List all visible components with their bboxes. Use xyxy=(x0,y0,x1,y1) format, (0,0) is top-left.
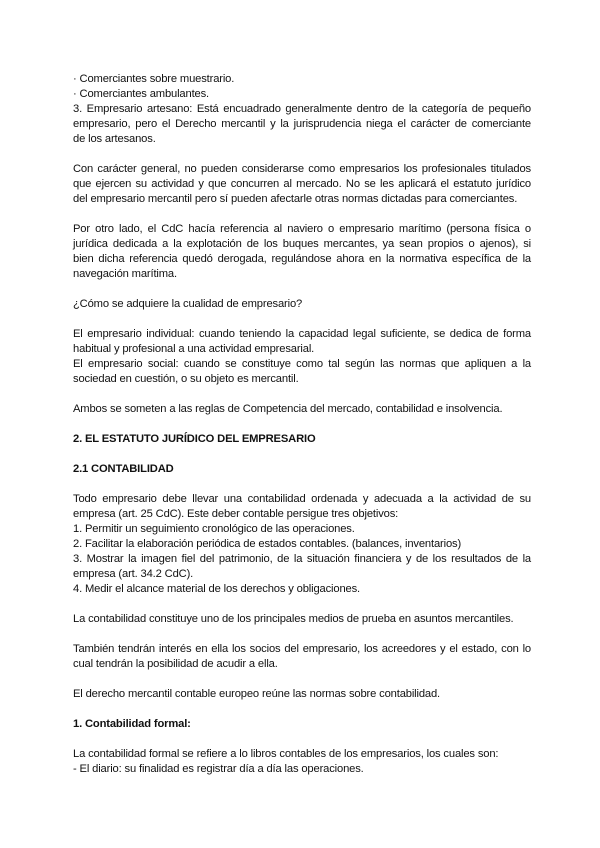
text-line: Por otro lado, el CdC hacía referencia al naviero o empresario marítimo (persona física o xyxy=(73,223,531,235)
text-line: - El diario: su finalidad es registrar día a día las operaciones. xyxy=(73,763,364,775)
paragraph-naviero xyxy=(73,222,531,282)
text-line: El derecho mercantil contable europeo reúne las normas sobre contabilidad. xyxy=(73,688,441,700)
subsection-heading: 2.1 CONTABILIDAD xyxy=(73,463,174,475)
paragraph-profesionales xyxy=(73,162,531,207)
text-line: empresario, pero el Derecho mercantil y la jurisprudencia niega el carácter de comerciante xyxy=(73,118,531,130)
text-line: El empresario social: cuando se constituye como tal según las normas que apliquen a la xyxy=(73,358,531,370)
text-line: Todo empresario debe llevar una contabilidad ordenada y adecuada a la actividad de su xyxy=(73,493,531,505)
section-heading: 2. EL ESTATUTO JURÍDICO DEL EMPRESARIO xyxy=(73,433,316,445)
text-line: habitual y profesional a una actividad empresarial. xyxy=(73,343,315,355)
text-line: Con carácter general, no pueden considerarse como empresarios los profesionales titulados xyxy=(73,163,531,175)
paragraph-ambos xyxy=(73,402,531,417)
text-line: 4. Medir el alcance material de los derechos y obligaciones. xyxy=(73,583,361,595)
text-line: 3. Empresario artesano: Está encuadrado generalmente dentro de la categoría de pequeño xyxy=(73,103,531,115)
text-line: que ejercen su actividad y que concurren al mercado. No se les aplicará el estatuto jurídico xyxy=(73,178,531,190)
text-line: del empresario mercantil pero sí pueden afectarle otras normas dictadas para comerciantes. xyxy=(73,193,518,205)
text-line: jurídica dedicada a la explotación de los buques mercantes, ya sean propios o ajenos), si xyxy=(73,238,531,250)
text-line: ¿Cómo se adquiere la cualidad de empresario? xyxy=(73,298,303,310)
text-line: · Comerciantes sobre muestrario. xyxy=(73,73,235,85)
subheading-contabilidad-formal: 1. Contabilidad formal: xyxy=(73,718,191,730)
text-line: 1. Permitir un seguimiento cronológico de las operaciones. xyxy=(73,523,355,535)
text-line: El empresario individual: cuando teniendo la capacidad legal suficiente, se dedica de forma xyxy=(73,328,531,340)
text-line: bien dicha referencia quedó derogada, regulándose ahora en la normativa específica de la xyxy=(73,253,531,265)
paragraph-contabilidad xyxy=(73,492,531,597)
text-line: 3. Mostrar la imagen fiel del patrimonio, de la situación financiera y de los resultados de la xyxy=(73,553,531,565)
paragraph-europeo xyxy=(73,687,531,702)
text-line: · Comerciantes ambulantes. xyxy=(73,88,210,100)
paragraph-adquisicion xyxy=(73,327,531,387)
text-line: de los artesanos. xyxy=(73,133,156,145)
text-line: sociedad en cuestión, o su objeto es mercantil. xyxy=(73,373,299,385)
text-line: La contabilidad formal se refiere a lo libros contables de los empresarios, los cuales son: xyxy=(73,748,499,760)
paragraph-interes xyxy=(73,642,531,672)
paragraph-comerciantes xyxy=(73,72,531,147)
text-line: empresa (art. 25 CdC). Este deber contable persigue tres objetivos: xyxy=(73,508,399,520)
text-line: También tendrán interés en ella los socios del empresario, los acreedores y el estado, con lo xyxy=(73,643,531,655)
document-page xyxy=(73,72,531,792)
text-line: La contabilidad constituye uno de los principales medios de prueba en asuntos mercantiles. xyxy=(73,613,514,625)
paragraph-prueba xyxy=(73,612,531,627)
text-line: cual tendrán la posibilidad de acudir a ella. xyxy=(73,658,278,670)
text-line: empresa (art. 34.2 CdC). xyxy=(73,568,194,580)
text-line: 2. Facilitar la elaboración periódica de estados contables. (balances, inventarios) xyxy=(73,538,462,550)
paragraph-question xyxy=(73,297,531,312)
text-line: Ambos se someten a las reglas de Competencia del mercado, contabilidad e insolvencia. xyxy=(73,403,503,415)
paragraph-formal xyxy=(73,747,531,777)
text-line: navegación marítima. xyxy=(73,268,177,280)
